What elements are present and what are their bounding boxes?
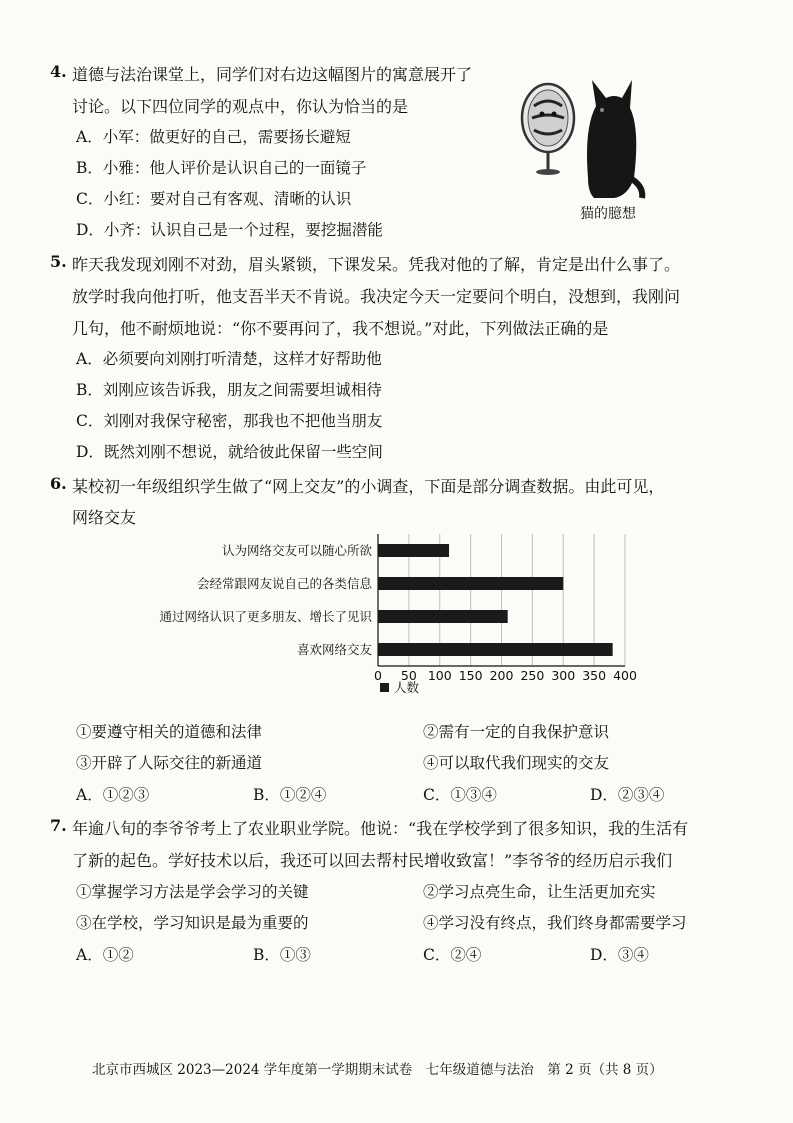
q4-option-c: C．小红：要对自己有客观、清晰的认识 — [76, 190, 352, 208]
q5-stem-line1: 昨天我发现刘刚不对劲，眉头紧锁，下课发呆。凭我对他的了解，肯定是出什么事了。 — [72, 255, 681, 274]
q6-statement-2: ②需有一定的自我保护意识 — [423, 723, 610, 741]
x-tick-label: 0 — [374, 668, 382, 683]
cat-mirror-illustration — [518, 58, 646, 208]
q6-stem-line2: 网络交友 — [72, 508, 137, 527]
q6-number: 6. — [50, 474, 67, 493]
q4-option-d: D．小齐：认识自己是一个过程，要挖掘潜能 — [76, 221, 383, 239]
figure-caption: 猫的臆想 — [580, 206, 636, 222]
q5-option-b: B．刘刚应该告诉我，朋友之间需要坦诚相待 — [76, 381, 382, 399]
survey-bar-chart — [120, 528, 640, 708]
category-label: 喜欢网络交友 — [296, 642, 372, 657]
q7-stem-line2: 了新的起色。学好技术以后，我还可以回去帮村民增收致富！”李爷爷的经历启示我们 — [72, 851, 673, 870]
x-tick-label: 300 — [551, 668, 576, 683]
bar — [378, 577, 563, 590]
q7-statement-2: ②学习点亮生命，让生活更加充实 — [423, 883, 656, 901]
page-footer: 北京市西城区 2023—2024 学年度第一学期期末试卷 七年级道德与法治 第 2 页（共 8 页） — [92, 1062, 663, 1078]
q5-number: 5. — [50, 252, 67, 271]
category-label: 通过网络认识了更多朋友、增长了见识 — [159, 609, 372, 624]
q7-stem-line1: 年逾八旬的李爷爷考上了农业职业学院。他说：“我在学校学到了很多知识，我的生活有 — [72, 819, 689, 838]
q6-stem-line1: 某校初一年级组织学生做了“网上交友”的小调查，下面是部分调查数据。由此可见， — [72, 477, 665, 496]
bar — [378, 544, 449, 557]
q7-choice-b: B．①③ — [253, 946, 311, 964]
q4-option-b: B．小雅：他人评价是认识自己的一面镜子 — [76, 159, 367, 177]
x-tick-label: 250 — [520, 668, 545, 683]
q7-choice-a: A．①② — [76, 946, 134, 964]
q6-choice-c: C．①③④ — [423, 786, 497, 804]
q7-statement-1: ①掌握学习方法是学会学习的关键 — [76, 883, 309, 901]
q5-option-d: D．既然刘刚不想说，就给彼此保留一些空间 — [76, 443, 383, 461]
q7-choice-c: C．②④ — [423, 946, 482, 964]
q4-stem-line2: 讨论。以下四位同学的观点中，你认为恰当的是 — [72, 97, 409, 116]
x-tick-label: 50 — [400, 668, 417, 683]
q4-stem-line1: 道德与法治课堂上，同学们对右边这幅图片的寓意展开了 — [72, 65, 473, 84]
q6-statement-4: ④可以取代我们现实的交友 — [423, 754, 610, 772]
q6-statement-3: ③开辟了人际交往的新通道 — [76, 754, 263, 772]
x-tick-label: 350 — [582, 668, 607, 683]
q5-stem-line3: 几句，他不耐烦地说：“你不要再问了，我不想说。”对此，下列做法正确的是 — [72, 319, 609, 338]
q6-choice-b: B．①②④ — [253, 786, 327, 804]
x-tick-label: 400 — [613, 668, 637, 683]
q7-number: 7. — [50, 816, 67, 835]
q5-stem-line2: 放学时我向他打听，他支吾半天不肯说。我决定今天一定要问个明白，没想到，我刚问 — [72, 287, 681, 306]
legend-swatch — [380, 683, 389, 692]
q4-number: 4. — [50, 62, 67, 81]
q5-option-a: A．必须要向刘刚打听清楚，这样才好帮助他 — [76, 350, 382, 368]
x-tick-label: 150 — [458, 668, 483, 683]
x-tick-label: 200 — [489, 668, 514, 683]
q4-option-a: A．小军：做更好的自己，需要扬长避短 — [76, 128, 351, 146]
q5-option-c: C．刘刚对我保守秘密，那我也不把他当朋友 — [76, 412, 383, 430]
bar — [378, 643, 613, 656]
x-tick-label: 100 — [427, 668, 452, 683]
legend-label: 人数 — [394, 680, 420, 695]
q6-choice-a: A．①②③ — [76, 786, 150, 804]
q7-statement-4: ④学习没有终点，我们终身都需要学习 — [423, 914, 687, 932]
q6-choice-d: D．②③④ — [590, 786, 665, 804]
q6-statement-1: ①要遵守相关的道德和法律 — [76, 723, 263, 741]
category-label: 会经常跟网友说自己的各类信息 — [196, 576, 372, 591]
category-label: 认为网络交友可以随心所欲 — [221, 543, 372, 558]
bar — [378, 610, 508, 623]
q7-statement-3: ③在学校，学习知识是最为重要的 — [76, 914, 309, 932]
q7-choice-d: D．③④ — [590, 946, 649, 964]
